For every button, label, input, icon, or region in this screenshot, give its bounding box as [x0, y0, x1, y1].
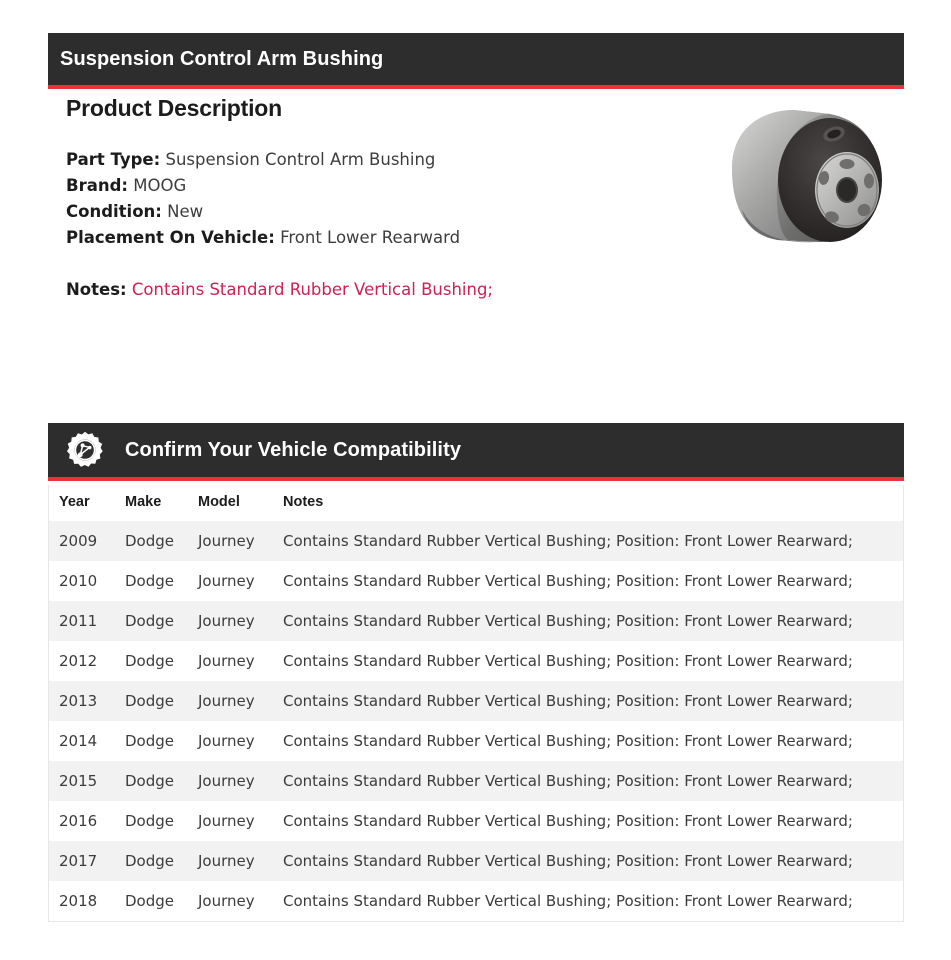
cell-year: 2016: [49, 801, 125, 841]
cell-year: 2009: [49, 521, 125, 561]
spec-condition: [66, 199, 496, 225]
compatibility-table: [49, 485, 903, 921]
table-row: [49, 881, 903, 921]
spec-notes: [66, 277, 496, 303]
spec-placement-value: Front Lower Rearward: [280, 228, 461, 248]
cell-model: Journey: [198, 801, 283, 841]
cell-make: Dodge: [125, 681, 198, 721]
spec-placement: [66, 225, 496, 251]
cell-make: Dodge: [125, 761, 198, 801]
cell-year: 2012: [49, 641, 125, 681]
spec-part-type-label: Part Type:: [66, 150, 161, 170]
cell-year: 2011: [49, 601, 125, 641]
page-title: Suspension Control Arm Bushing: [60, 48, 384, 70]
cell-notes: Contains Standard Rubber Vertical Bushing; Position: Front Lower Rearward;: [283, 881, 903, 921]
cell-notes: Contains Standard Rubber Vertical Bushing; Position: Front Lower Rearward;: [283, 641, 903, 681]
column-header-year: Year: [49, 485, 125, 521]
spec-part-type: [66, 147, 496, 173]
cell-notes: Contains Standard Rubber Vertical Bushing; Position: Front Lower Rearward;: [283, 761, 903, 801]
cell-year: 2010: [49, 561, 125, 601]
table-row: [49, 801, 903, 841]
cell-year: 2018: [49, 881, 125, 921]
cell-model: Journey: [198, 561, 283, 601]
product-title-banner: [48, 33, 904, 89]
product-image: [712, 90, 912, 270]
spec-condition-value: New: [167, 202, 204, 222]
cell-model: Journey: [198, 761, 283, 801]
table-row: [49, 721, 903, 761]
cell-model: Journey: [198, 601, 283, 641]
table-body: [49, 521, 903, 921]
column-header-make: Make: [125, 485, 198, 521]
table-row: [49, 601, 903, 641]
cell-model: Journey: [198, 881, 283, 921]
cell-model: Journey: [198, 641, 283, 681]
table-row: [49, 561, 903, 601]
cell-year: 2013: [49, 681, 125, 721]
cell-make: Dodge: [125, 641, 198, 681]
table-header: [49, 485, 903, 521]
spec-notes-label: Notes:: [66, 280, 127, 300]
cell-year: 2015: [49, 761, 125, 801]
cell-notes: Contains Standard Rubber Vertical Bushing; Position: Front Lower Rearward;: [283, 521, 903, 561]
cell-notes: Contains Standard Rubber Vertical Bushing; Position: Front Lower Rearward;: [283, 801, 903, 841]
product-description-heading: Product Description: [66, 95, 283, 121]
product-spec-list: [66, 147, 496, 303]
cell-make: Dodge: [125, 881, 198, 921]
cell-make: Dodge: [125, 801, 198, 841]
table-header-row: [49, 485, 903, 521]
cell-model: Journey: [198, 841, 283, 881]
cell-make: Dodge: [125, 721, 198, 761]
cell-model: Journey: [198, 681, 283, 721]
compatibility-table-wrapper: [48, 485, 904, 922]
compatibility-title: Confirm Your Vehicle Compatibility: [125, 439, 462, 461]
table-row: [49, 761, 903, 801]
product-description-block: [66, 96, 496, 303]
cell-make: Dodge: [125, 601, 198, 641]
cell-model: Journey: [198, 721, 283, 761]
cell-notes: Contains Standard Rubber Vertical Bushing; Position: Front Lower Rearward;: [283, 681, 903, 721]
cell-make: Dodge: [125, 841, 198, 881]
column-header-notes: Notes: [283, 485, 903, 521]
spec-part-type-value: Suspension Control Arm Bushing: [165, 150, 436, 170]
cell-year: 2014: [49, 721, 125, 761]
spec-notes-value: Contains Standard Rubber Vertical Bushing;: [131, 280, 493, 300]
spec-condition-label: Condition:: [66, 202, 162, 222]
cell-make: Dodge: [125, 561, 198, 601]
spec-brand-value: MOOG: [133, 176, 187, 196]
cell-year: 2017: [49, 841, 125, 881]
spec-brand-label: Brand:: [66, 176, 129, 196]
table-row: [49, 521, 903, 561]
gear-icon: [65, 430, 105, 470]
table-row: [49, 641, 903, 681]
table-row: [49, 841, 903, 881]
cell-make: Dodge: [125, 521, 198, 561]
spec-brand: [66, 173, 496, 199]
table-row: [49, 681, 903, 721]
cell-notes: Contains Standard Rubber Vertical Bushing; Position: Front Lower Rearward;: [283, 601, 903, 641]
cell-notes: Contains Standard Rubber Vertical Bushing; Position: Front Lower Rearward;: [283, 561, 903, 601]
cell-model: Journey: [198, 521, 283, 561]
spec-placement-label: Placement On Vehicle:: [66, 228, 275, 248]
compatibility-banner: [48, 423, 904, 481]
cell-notes: Contains Standard Rubber Vertical Bushing; Position: Front Lower Rearward;: [283, 721, 903, 761]
cell-notes: Contains Standard Rubber Vertical Bushing; Position: Front Lower Rearward;: [283, 841, 903, 881]
column-header-model: Model: [198, 485, 283, 521]
